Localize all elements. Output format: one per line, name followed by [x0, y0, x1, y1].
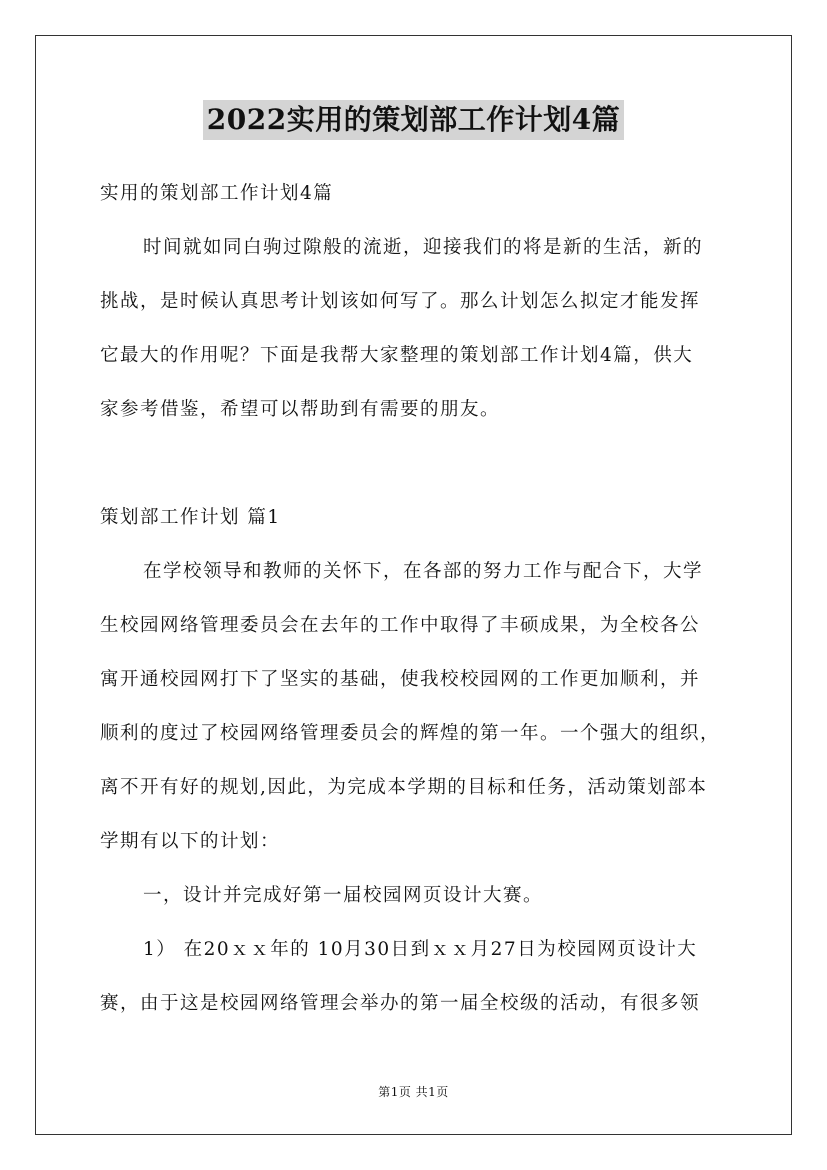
subtitle-line: 实用的策划部工作计划4篇: [100, 183, 334, 204]
intro-line-3: 它最大的作用呢？下面是我帮大家整理的策划部工作计划4篇，供大: [100, 345, 694, 366]
body-line-2: 生校园网络管理委员会在去年的工作中取得了丰硕成果，为全校各公: [100, 615, 701, 636]
body-line-5: 离不开有好的规划,因此，为完成本学期的目标和任务，活动策划部本: [100, 777, 708, 798]
section-heading: 策划部工作计划 篇1: [100, 507, 281, 528]
intro-line-4: 家参考借鉴，希望可以帮助到有需要的朋友。: [100, 399, 501, 420]
intro-line-2: 挑战，是时候认真思考计划该如何写了。那么计划怎么拟定才能发挥: [100, 291, 701, 312]
document-title: 2022实用的策划部工作计划4篇: [203, 100, 624, 140]
sub-item-line-1: 1） 在20ｘｘ年的 10月30日到ｘｘ月27日为校园网页设计大: [143, 939, 698, 960]
body-line-1: 在学校领导和教师的关怀下，在各部的努力工作与配合下，大学: [143, 561, 704, 582]
sub-item-line-2: 赛，由于这是校园网络管理会举办的第一届全校级的活动，有很多领: [100, 993, 701, 1014]
body-line-4: 顺利的度过了校园网络管理委员会的辉煌的第一年。一个强大的组织，: [100, 723, 721, 744]
body-line-6: 学期有以下的计划：: [100, 831, 281, 852]
page-footer: 第1页 共1页: [378, 1085, 449, 1099]
body-line-3: 寓开通校园网打下了坚实的基础，使我校校园网的工作更加顺利，并: [100, 669, 701, 690]
intro-line-1: 时间就如同白驹过隙般的流逝，迎接我们的将是新的生活，新的: [143, 237, 704, 258]
list-item-1: 一，设计并完成好第一届校园网页设计大赛。: [143, 885, 544, 906]
